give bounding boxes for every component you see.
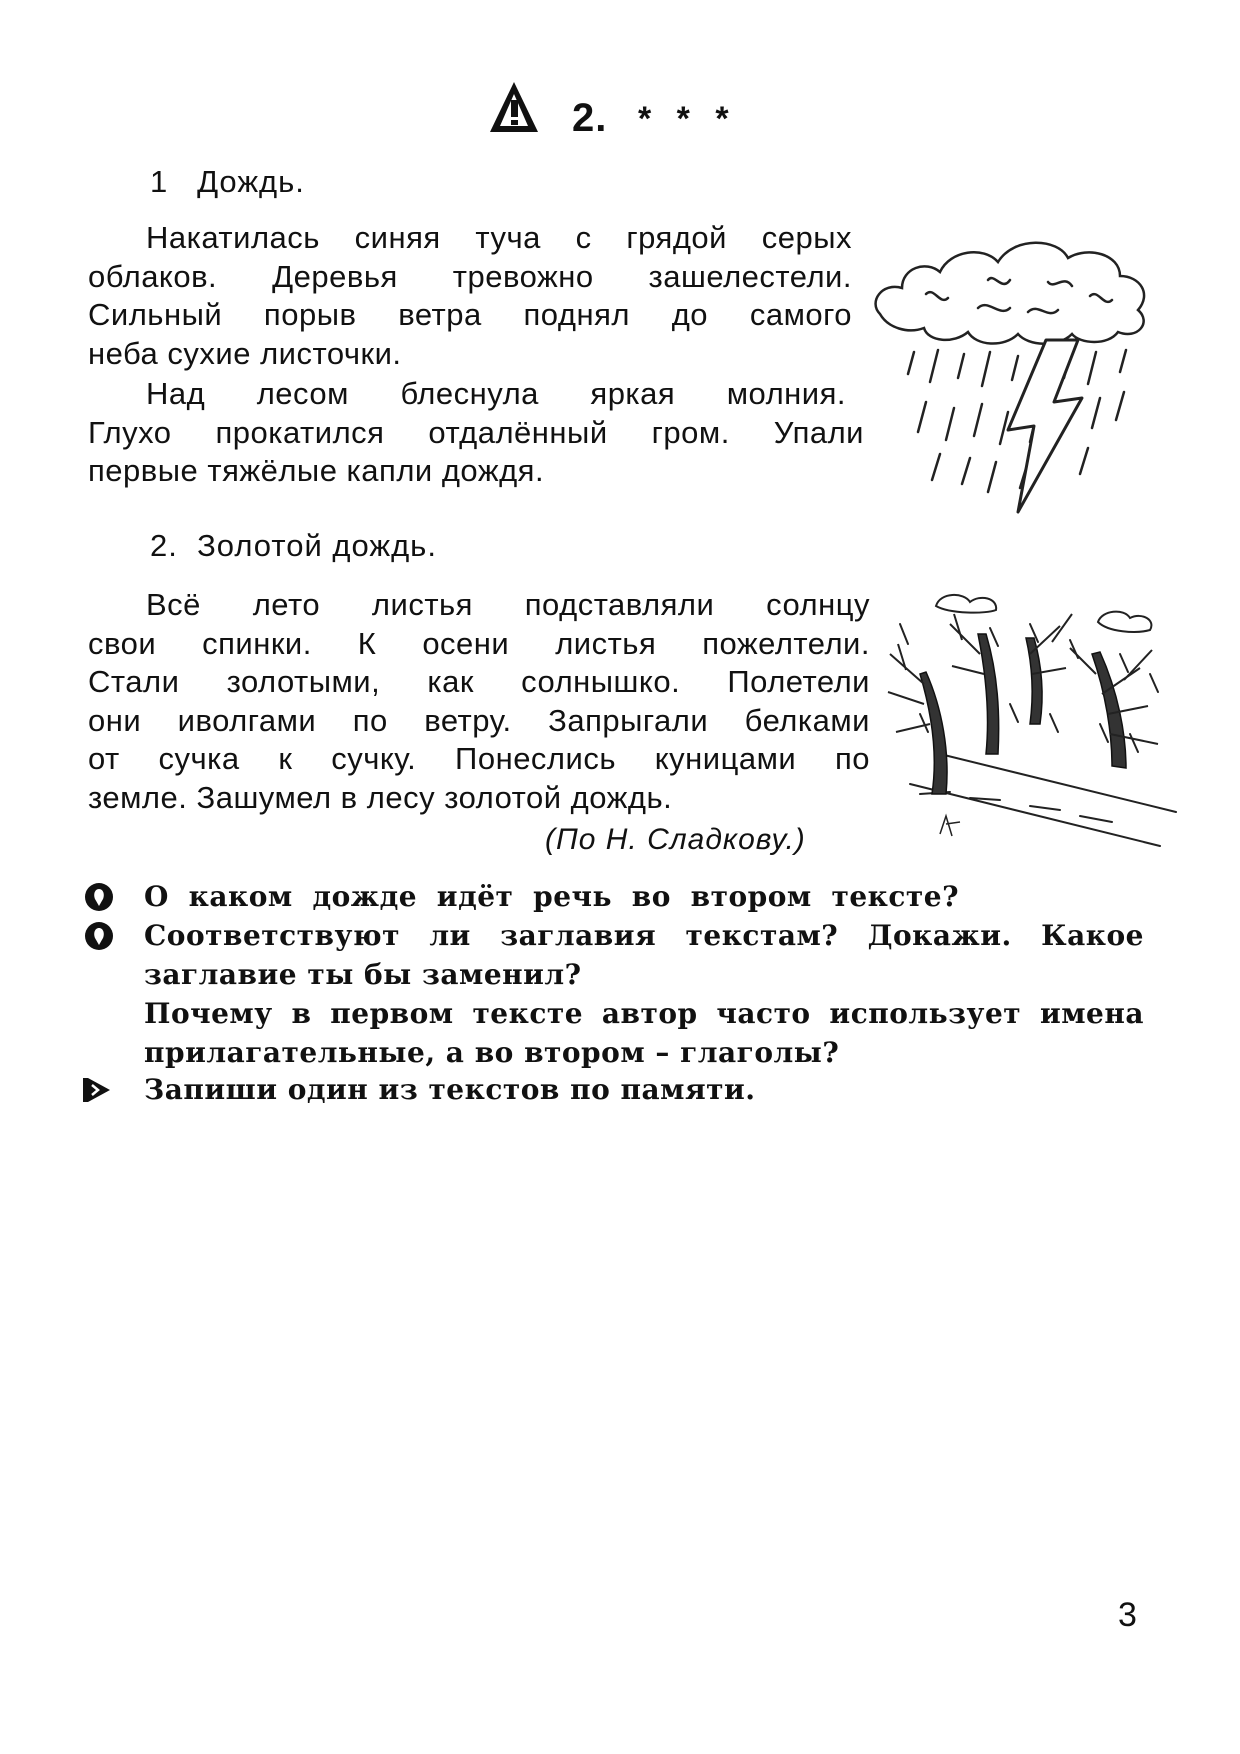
text-line: Над лесом блеснула яркая молния. bbox=[146, 376, 846, 411]
task-4 bbox=[144, 1070, 944, 1109]
story1-paragraph-2 bbox=[88, 375, 864, 491]
warning-triangle-icon bbox=[488, 80, 540, 134]
text-line: Глухо прокатился отдалённый гром. Упали bbox=[88, 414, 864, 450]
story2-title: 2. Золотой дождь. bbox=[150, 528, 437, 563]
text-line: Почему в первом тексте автор часто использует имена bbox=[144, 997, 1144, 1030]
text-line: Накатилась синяя туча с грядой серых bbox=[146, 220, 852, 255]
story1-paragraph-1 bbox=[88, 219, 852, 373]
trees-in-rain-icon bbox=[880, 584, 1180, 856]
text-line: свои спинки. К осени листья пожелтели. bbox=[88, 625, 870, 661]
storm-cloud-lightning-icon bbox=[868, 222, 1158, 522]
story2-paragraph bbox=[88, 586, 870, 817]
text-line: Всё лето листья подставляли солнцу bbox=[146, 587, 870, 622]
text-line: Сильный порыв ветра поднял до самого bbox=[88, 297, 852, 332]
text-line: прилагательные, а во втором – глаголы? bbox=[144, 1036, 840, 1069]
exercise-number: 2. bbox=[572, 96, 608, 140]
text-line: О каком дожде идёт речь во втором тексте? bbox=[144, 880, 959, 913]
difficulty-stars: * * * bbox=[638, 100, 729, 138]
question-1 bbox=[144, 877, 959, 916]
text-line: земле. Зашумел в лесу золотой дождь. bbox=[88, 779, 673, 815]
text-line: они иволгами по ветру. Запрыгали белками bbox=[88, 702, 870, 738]
page-number: 3 bbox=[1118, 1596, 1137, 1634]
question-3 bbox=[144, 994, 1144, 1072]
text-line: облаков. Деревья тревожно зашелестели. bbox=[88, 258, 852, 294]
story1-title: 1 Дождь. bbox=[150, 164, 305, 199]
text-line: Запиши один из текстов по памяти. bbox=[144, 1073, 756, 1106]
writing-task-icon bbox=[82, 1075, 112, 1105]
text-line: первые тяжёлые капли дождя. bbox=[88, 453, 545, 488]
oral-question-icon bbox=[84, 882, 114, 912]
text-line: от сучка к сучку. Понеслись куницами по bbox=[88, 741, 870, 776]
author-attribution: (По Н. Сладкову.) bbox=[545, 823, 806, 856]
text-line: неба сухие листочки. bbox=[88, 335, 402, 371]
text-line: Соответствуют ли заглавия текстам? Докажи. Какое bbox=[144, 919, 1144, 952]
question-2 bbox=[144, 916, 1144, 994]
text-line: Стали золотыми, как солнышко. Полетели bbox=[88, 664, 870, 699]
oral-question-icon bbox=[84, 921, 114, 951]
text-line: заглавие ты бы заменил? bbox=[144, 958, 582, 991]
